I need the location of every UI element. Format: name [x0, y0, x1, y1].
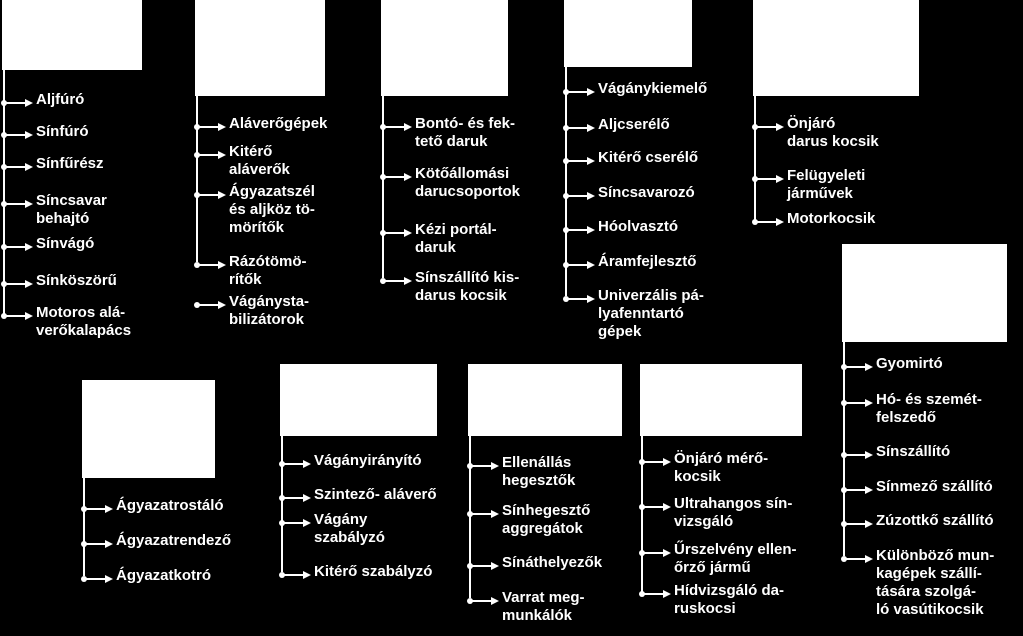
arrow-icon	[279, 456, 311, 466]
group-4-item-label: Aljcserélő	[598, 116, 670, 133]
group-7-header-box	[82, 380, 215, 478]
group-10-item-label: Ultrahangos sín- vizsgáló	[674, 495, 793, 530]
arrow-icon	[841, 359, 873, 369]
arrow-icon	[380, 273, 412, 283]
arrow-icon	[752, 171, 784, 181]
arrow-icon	[380, 119, 412, 129]
group-1-item-label: Síncsavar behajtó	[36, 192, 107, 227]
group-1-item-label: Sínvágó	[36, 235, 95, 252]
group-9-item-label: Varrat meg- munkálók	[502, 589, 585, 624]
arrow-icon	[752, 119, 784, 129]
group-3-item-label: Kötőállomási darucsoportok	[415, 165, 521, 200]
arrow-icon	[1, 95, 33, 105]
group-10-header-box	[640, 364, 802, 436]
group-9-item-label: Ellenállás hegesztők	[502, 454, 576, 489]
group-5-header-box	[753, 0, 919, 96]
group-6-item-label: Gyomirtó	[876, 355, 943, 372]
group-1-item-label: Motoros alá- verőkalapács	[36, 304, 132, 339]
arrow-icon	[639, 454, 671, 464]
group-6-item-label: Sínmező szállító	[876, 478, 993, 495]
arrow-icon	[639, 586, 671, 596]
group-4-item-label: Hóolvasztó	[598, 218, 679, 235]
arrow-icon	[752, 214, 784, 224]
arrow-icon	[380, 169, 412, 179]
arrow-icon	[1, 239, 33, 249]
arrow-icon	[194, 187, 226, 197]
group-4-item-label: Vágánykiemelő	[598, 80, 708, 97]
arrow-icon	[81, 571, 113, 581]
arrow-icon	[1, 127, 33, 137]
group-5-item-label: Motorkocsik	[787, 210, 876, 227]
arrow-icon	[467, 593, 499, 603]
group-1-item-label: Sínköszörű	[36, 272, 117, 289]
arrow-icon	[194, 297, 226, 307]
arrow-icon	[279, 515, 311, 525]
group-6-item-label: Sínszállító	[876, 443, 951, 460]
group-8-item-label: Szintező- aláverő	[314, 486, 437, 503]
arrow-icon	[194, 147, 226, 157]
group-1-header-box	[2, 0, 142, 70]
group-7-connector-line	[83, 478, 85, 576]
group-4-item-label: Síncsavarozó	[598, 184, 695, 201]
arrow-icon	[841, 551, 873, 561]
arrow-icon	[194, 257, 226, 267]
group-6-item-label: Zúzottkő szállító	[876, 512, 994, 529]
group-4-header-box	[564, 0, 692, 67]
group-5-item-label: Önjáró darus kocsik	[787, 115, 879, 150]
group-4-item-label: Áramfejlesztő	[598, 253, 697, 270]
group-5-item-label: Felügyeleti járművek	[787, 167, 866, 202]
group-8-item-label: Vágány szabályzó	[314, 511, 385, 546]
arrow-icon	[81, 501, 113, 511]
group-3-item-label: Kézi portál- daruk	[415, 221, 497, 256]
arrow-icon	[194, 119, 226, 129]
group-2-item-label: Ágyazatszél és aljköz tö- mörítők	[229, 183, 315, 236]
arrow-icon	[279, 490, 311, 500]
group-10-item-label: Önjáró mérő- kocsik	[674, 450, 769, 485]
arrow-icon	[467, 458, 499, 468]
group-2-item-label: Rázótömö- rítők	[229, 253, 307, 288]
group-3-item-label: Bontó- és fek- tető daruk	[415, 115, 516, 150]
group-3-header-box	[381, 0, 508, 96]
arrow-icon	[467, 558, 499, 568]
group-8-item-label: Vágányirányító	[314, 452, 422, 469]
arrow-icon	[639, 545, 671, 555]
group-2-item-label: Vágánysta- bilizátorok	[229, 293, 310, 328]
group-9-header-box	[468, 364, 622, 436]
group-6-item-label: Különböző mun- kagépek szállí- tására szolgá- ló vasútikocsik	[876, 547, 995, 618]
arrow-icon	[563, 120, 595, 130]
group-10-item-label: Hídvizsgáló da- ruskocsi	[674, 582, 785, 617]
arrow-icon	[563, 291, 595, 301]
arrow-icon	[81, 536, 113, 546]
group-9-item-label: Sínhegesztő aggregátok	[502, 502, 591, 537]
group-6-header-box	[842, 244, 1007, 342]
group-1-item-label: Aljfúró	[36, 91, 85, 108]
arrow-icon	[1, 159, 33, 169]
arrow-icon	[841, 516, 873, 526]
group-7-item-label: Ágyazatkotró	[116, 567, 212, 584]
group-1-item-label: Sínfűrész	[36, 155, 104, 172]
arrow-icon	[563, 153, 595, 163]
group-6-item-label: Hó- és szemét- felszedő	[876, 391, 982, 426]
arrow-icon	[563, 188, 595, 198]
arrow-icon	[279, 567, 311, 577]
group-5-connector-line	[754, 96, 756, 220]
arrow-icon	[1, 276, 33, 286]
group-9-item-label: Sínáthelyezők	[502, 554, 603, 571]
group-8-header-box	[280, 364, 437, 436]
group-4-item-label: Kitérő cserélő	[598, 149, 699, 166]
group-2-item-label: Kitérő aláverők	[229, 143, 290, 178]
group-3-item-label: Sínszállító kis- darus kocsik	[415, 269, 520, 304]
arrow-icon	[1, 196, 33, 206]
arrow-icon	[563, 257, 595, 267]
arrow-icon	[841, 447, 873, 457]
group-2-item-label: Aláverőgépek	[229, 115, 328, 132]
group-7-item-label: Ágyazatrendező	[116, 532, 232, 549]
group-4-item-label: Univerzális pá- lyafenntartó gépek	[598, 287, 704, 340]
group-1-item-label: Sínfúró	[36, 123, 89, 140]
group-10-item-label: Űrszelvény ellen- őrző jármű	[674, 541, 797, 576]
group-8-item-label: Kitérő szabályzó	[314, 563, 433, 580]
arrow-icon	[639, 499, 671, 509]
group-2-header-box	[195, 0, 325, 96]
arrow-icon	[563, 84, 595, 94]
group-7-item-label: Ágyazatrostáló	[116, 497, 224, 514]
arrow-icon	[841, 482, 873, 492]
arrow-icon	[1, 308, 33, 318]
arrow-icon	[841, 395, 873, 405]
arrow-icon	[467, 506, 499, 516]
arrow-icon	[380, 225, 412, 235]
arrow-icon	[563, 222, 595, 232]
